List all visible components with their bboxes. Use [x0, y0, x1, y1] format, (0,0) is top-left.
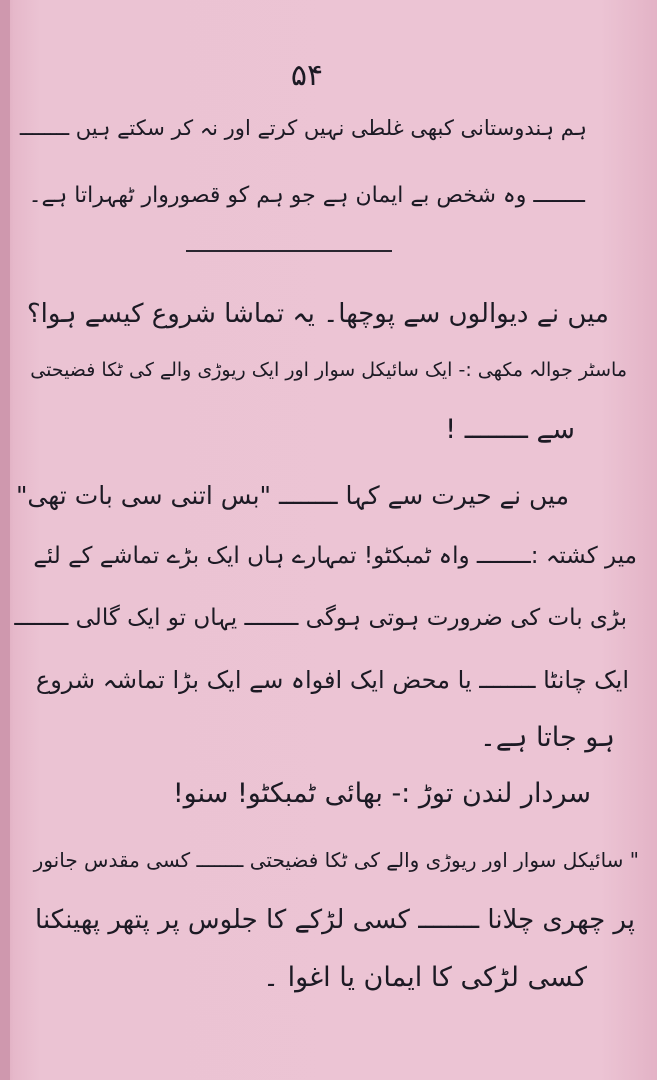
text-line-2: ــــــــ وہ شخص بے ایمان ہے جو ہم کو قصوروار ٹھہراتا ہے۔ [28, 183, 585, 208]
text-line-9: ایک چانٹا ــــــــ یا محض ایک افواہ سے ایک بڑا تماشہ شروع [35, 666, 629, 694]
text-line-12: " سائیکل سوار اور ریوڑی والے کی ٹکا فضیحتی ــــــــ کسی مقدس جانور [33, 848, 639, 872]
page-spine [0, 0, 10, 1080]
text-line-8: بڑی بات کی ضرورت ہوتی ہوگی ــــــــ یہاں تو ایک گالی ــــــــ [14, 605, 627, 631]
text-line-6: میں نے حیرت سے کہا ــــــــ "بس اتنی سی بات تھی" [15, 481, 569, 510]
text-line-10: ہو جاتا ہے۔ [479, 722, 615, 753]
section-divider [186, 250, 392, 252]
text-line-1: ہم ہندوستانی کبھی غلطی نہیں کرتے اور نہ کر سکتے ہیں ــــــــ [19, 116, 587, 140]
text-line-13: پر چھری چلانا ــــــــ کسی لڑکے کا جلوس پر پتھر پھینکنا [35, 905, 635, 935]
text-line-4: ماسٹر جوالہ مکھی :- ایک سائیکل سوار اور ایک ریوڑی والے کی ٹکا فضیحتی [30, 359, 627, 381]
page-number: ۵۴ [290, 58, 324, 93]
text-line-7: میر کشتہ :ــــــــ واہ ٹمبکٹو! تمہارے ہاں ایک بڑے تماشے کے لئے [33, 543, 637, 569]
text-line-3: میں نے دیوالوں سے پوچھا۔ یہ تماشا شروع کیسے ہوا؟ [26, 299, 609, 329]
text-line-5: سے ــــــــ ! [445, 414, 575, 445]
text-line-11: سردار لندن توڑ :- بھائی ٹمبکٹو! سنو! [172, 778, 591, 809]
text-line-14: کسی لڑکی کا ایمان یا اغوا ۔ [263, 962, 587, 993]
